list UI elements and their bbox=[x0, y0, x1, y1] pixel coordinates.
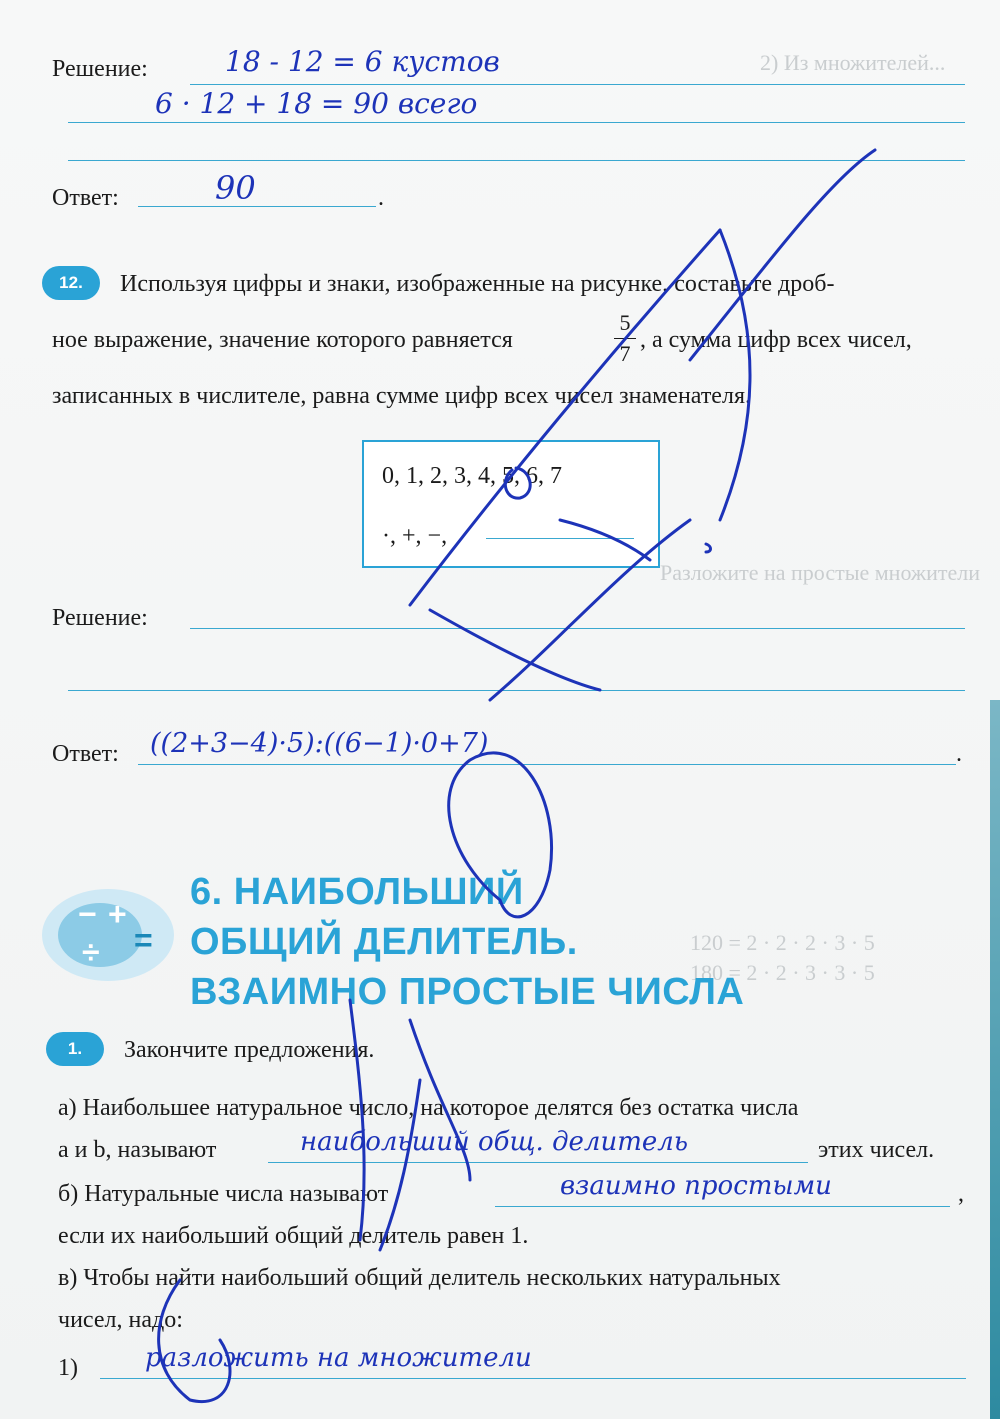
handwritten-answer-b: взаимно простыми bbox=[560, 1171, 832, 1201]
handwritten-answer-a: наибольший общ. делитель bbox=[300, 1127, 688, 1157]
section-title-line: ОБЩИЙ ДЕЛИТЕЛЬ. bbox=[190, 921, 578, 963]
svg-text:=: = bbox=[134, 922, 153, 958]
svg-text:+: + bbox=[108, 896, 127, 932]
svg-text:÷: ÷ bbox=[82, 934, 100, 970]
sentence-b-line-1-end: , bbox=[958, 1181, 964, 1207]
sentence-a-line-2-end: этих чисел. bbox=[818, 1137, 935, 1163]
box-digits: 0, 1, 2, 3, 4, 5, 6, 7 bbox=[382, 463, 562, 489]
svg-text:−: − bbox=[78, 896, 97, 932]
handwritten-answer: ((2+3−4)·5):((6−1)·0+7) bbox=[150, 728, 489, 759]
answer-label: Ответ: bbox=[52, 185, 119, 211]
bleed-through-text: 120 = 2 · 2 · 2 · 3 · 5 bbox=[690, 930, 875, 955]
sentence-c-line-2: чисел, надо: bbox=[58, 1307, 183, 1333]
sentence-b-line-1-start: б) Натуральные числа называют bbox=[58, 1181, 389, 1207]
task-text-line: записанных в числителе, равна сумме цифр всех чисел знаменателя. bbox=[52, 383, 751, 409]
task-text-line: , а сумма цифр всех чисел, bbox=[640, 327, 912, 353]
section-title-line: 6. НАИБОЛЬШИЙ bbox=[190, 871, 524, 913]
solution-label: Решение: bbox=[52, 56, 148, 82]
task-prompt: Закончите предложения. bbox=[124, 1037, 375, 1063]
solution-label: Решение: bbox=[52, 605, 148, 631]
fraction-numerator: 5 bbox=[619, 310, 631, 335]
box-signs: ·, +, −, bbox=[382, 523, 448, 549]
bleed-through-text: 2) Из множителей... bbox=[760, 50, 946, 75]
bleed-through-text: 180 = 2 · 2 · 3 · 3 · 5 bbox=[690, 960, 875, 985]
answer-label: Ответ: bbox=[52, 741, 119, 767]
bleed-through-text: Разложите на простые множители bbox=[660, 560, 981, 585]
handwritten-answer: 90 bbox=[215, 169, 256, 207]
answer-period: . bbox=[956, 741, 962, 767]
section-title-line: ВЗАИМНО ПРОСТЫЕ ЧИСЛА bbox=[190, 971, 745, 1013]
sentence-a-line-1: а) Наибольшее натуральное число, на которое делятся без остатка числа bbox=[58, 1095, 799, 1121]
list-item-label: 1) bbox=[58, 1355, 78, 1381]
handwritten-solution-line-1: 18 - 12 = 6 кустов bbox=[225, 45, 500, 78]
sentence-c-line-1: в) Чтобы найти наибольший общий делитель нескольких натуральных bbox=[58, 1265, 781, 1291]
answer-period: . bbox=[378, 185, 384, 211]
handwritten-solution-line-2: 6 · 12 + 18 = 90 всего bbox=[155, 87, 478, 120]
task-text-line: Используя цифры и знаки, изображенные на рисунке, составьте дроб- bbox=[120, 271, 835, 297]
task-text-line: ное выражение, значение которого равняется bbox=[52, 327, 513, 353]
handwritten-answer-c1: разложить на множители bbox=[145, 1343, 532, 1373]
task-number-badge: 12. bbox=[42, 266, 100, 300]
sentence-a-line-2-start: a и b, называют bbox=[58, 1137, 217, 1163]
fraction-denominator: 7 bbox=[619, 341, 631, 366]
sentence-b-line-2: если их наибольший общий делитель равен 1. bbox=[58, 1223, 529, 1249]
task-number-badge: 1. bbox=[46, 1032, 104, 1066]
